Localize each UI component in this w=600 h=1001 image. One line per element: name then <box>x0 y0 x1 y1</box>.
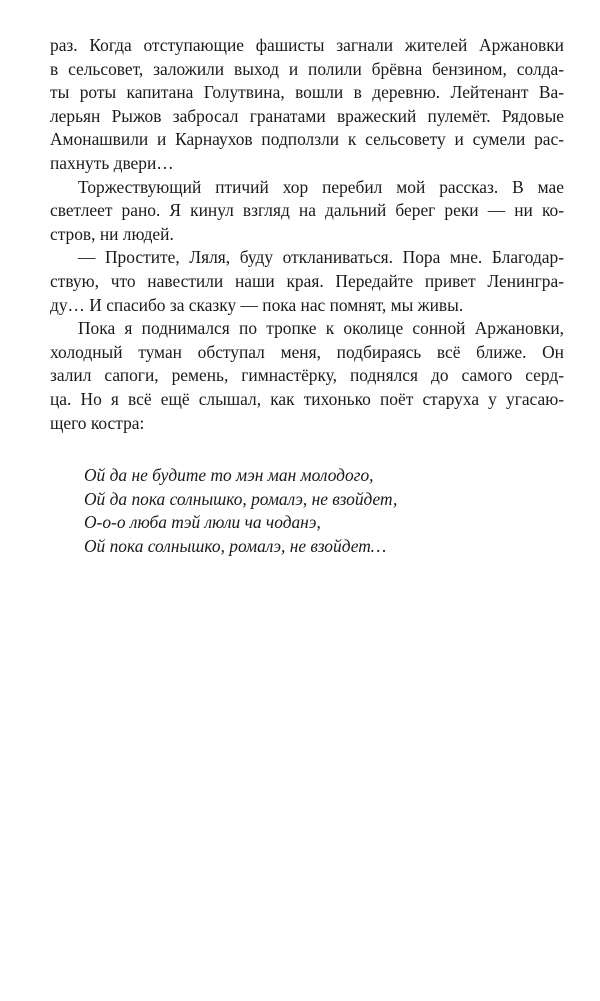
poem-line: О-о-о люба тэй люли ча чоданэ, <box>84 512 321 533</box>
poem-line: Ой да пока солнышко, ромалэ, не взойдет, <box>84 488 398 509</box>
paragraph-2 <box>50 176 564 247</box>
text-line: ствую, что навестили наши края. Передайте привет Ленингра- <box>50 270 564 291</box>
text-line: — Простите, Ляля, буду откланиваться. Пора мне. Благодар- <box>78 247 564 268</box>
paragraph-3 <box>50 246 564 317</box>
text-line: Пока я поднимался по тропке к околице сонной Аржановки, <box>78 318 564 339</box>
text-line: стров, ни людей. <box>50 223 174 244</box>
text-line: Торжествующий птичий хор перебил мой рассказ. В мае <box>78 176 564 197</box>
book-page <box>50 34 564 558</box>
poem-verse <box>50 464 564 558</box>
text-line: ты роты капитана Голутвина, вошли в деревню. Лейтенант Ва- <box>50 82 564 103</box>
text-line: ца. Но я всё ещё слышал, как тихонько поёт старуха у угасаю- <box>50 388 564 409</box>
paragraph-4 <box>50 317 564 435</box>
text-line: ду… И спасибо за сказку — пока нас помнят, мы живы. <box>50 294 464 315</box>
text-line: в сельсовет, заложили выход и полили брёвна бензином, солда- <box>50 58 564 79</box>
text-line: щего костра: <box>50 412 145 433</box>
text-line: светлеет рано. Я кинул взгляд на дальний берег реки — ни ко- <box>50 200 564 221</box>
text-line: пахнуть двери… <box>50 152 174 173</box>
poem-line: Ой да не будите то мэн ман молодого, <box>84 465 374 486</box>
text-line: Амонашвили и Карнаухов подползли к сельсовету и сумели рас- <box>50 129 564 150</box>
text-line: раз. Когда отступающие фашисты загнали жителей Аржановки <box>50 35 564 55</box>
poem-line: Ой пока солнышко, ромалэ, не взойдет… <box>84 535 387 556</box>
text-line: залил сапоги, ремень, гимнастёрку, поднялся до самого серд- <box>50 365 564 386</box>
text-line: холодный туман обступал меня, подбираясь всё ближе. Он <box>50 341 564 362</box>
text-line: лерьян Рыжов забросал гранатами вражеский пулемёт. Рядовые <box>50 105 564 126</box>
paragraph-1 <box>50 34 564 176</box>
